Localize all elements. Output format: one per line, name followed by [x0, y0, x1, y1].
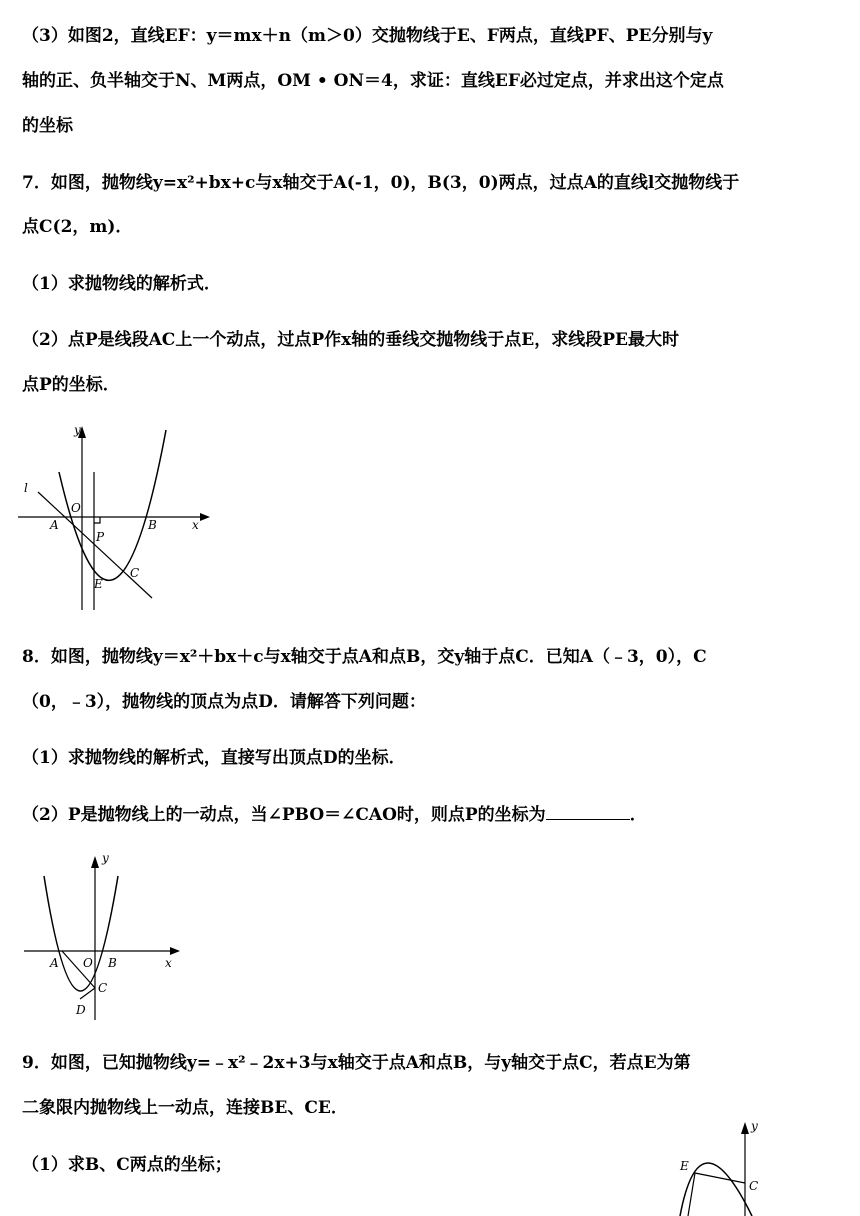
q7-stem-line1: 7．如图，抛物线y=x²+bx+c与x轴交于A(-1，0)，B(3，0)两点，过点A的直线l交抛物线于 [22, 173, 740, 193]
q8-label-C: C [98, 981, 108, 995]
q9-segment-EC [695, 1173, 745, 1183]
q8-stem-line2: （0，﹣3），抛物线的顶点为点D．请解答下列问题： [22, 692, 426, 712]
q6-part3-line1: （3）如图2，直线EF：y＝mx＋n（m＞0）交抛物线于E、F两点，直线PF、PE分别与y [22, 26, 713, 46]
q8-label-B: B [108, 956, 117, 970]
q9-label-E: E [680, 1159, 689, 1173]
q7-stem-line2: 点C(2，m)． [22, 217, 133, 237]
q9-segment-EB [688, 1173, 695, 1216]
q7-label-O: O [71, 501, 81, 515]
q7-label-E: E [94, 577, 103, 591]
q7-label-B: B [148, 518, 157, 532]
q9-stem-line2: 二象限内抛物线上一动点，连接BE、CE． [22, 1098, 348, 1118]
q9-figure [670, 1116, 780, 1216]
q8-label-D: D [76, 1003, 86, 1017]
q8-parabola [44, 876, 118, 991]
q9-parabola [680, 1163, 752, 1216]
q8-label-A: A [50, 956, 59, 970]
q9-stem-line1: 9．如图，已知抛物线y=﹣x²﹣2x+3与x轴交于点A和点B，与y轴交于点C，若点E为第 [22, 1053, 691, 1073]
q7-right-angle [94, 517, 100, 523]
q7-label-P: P [96, 530, 105, 544]
q7-part2-line2: 点P的坐标． [22, 375, 120, 395]
q7-x-arrow [200, 513, 210, 521]
q8-part2 [22, 803, 844, 827]
answer-blank[interactable] [546, 805, 630, 820]
q8-y-arrow [91, 856, 99, 868]
q7-label-l: l [24, 481, 28, 495]
q7-part2-line1: （2）点P是线段AC上一个动点，过点P作x轴的垂线交抛物线于点E，求线段PE最大时 [22, 330, 679, 350]
q6-part3-line3: 的坐标 [22, 116, 73, 136]
q8-part2-text: （2）P是抛物线上的一动点，当∠PBO＝∠CAO时，则点P的坐标为 [22, 805, 546, 825]
q7-figure [14, 420, 214, 620]
q7-label-A: A [50, 518, 59, 532]
q6-part3-line2: 轴的正、负半轴交于N、M两点，OM • ON＝4，求证：直线EF必过定点，并求出这个定点 [22, 71, 724, 91]
q7-label-x: x [192, 518, 199, 532]
q7-label-y: y [74, 423, 81, 437]
q8-label-O: O [83, 956, 93, 970]
q8-label-y: y [102, 851, 109, 865]
q9-label-C: C [749, 1179, 759, 1193]
q8-label-x: x [165, 956, 172, 970]
q8-figure [18, 850, 188, 1030]
q9-y-arrow [741, 1122, 749, 1134]
q8-stem-line1: 8．如图，抛物线y＝x²＋bx＋c与x轴交于点A和点B，交y轴于点C．已知A（﹣3，0），C [22, 647, 707, 667]
q8-x-arrow [170, 947, 180, 955]
q9-part1: （1）求B、C两点的坐标； [22, 1155, 232, 1175]
q8-segment-CD [80, 988, 95, 999]
q7-label-C: C [130, 566, 140, 580]
q8-part2-end: ． [629, 805, 647, 825]
q7-part1: （1）求抛物线的解析式． [22, 274, 221, 294]
q8-part1: （1）求抛物线的解析式，直接写出顶点D的坐标． [22, 748, 406, 768]
q9-label-y: y [751, 1119, 758, 1133]
